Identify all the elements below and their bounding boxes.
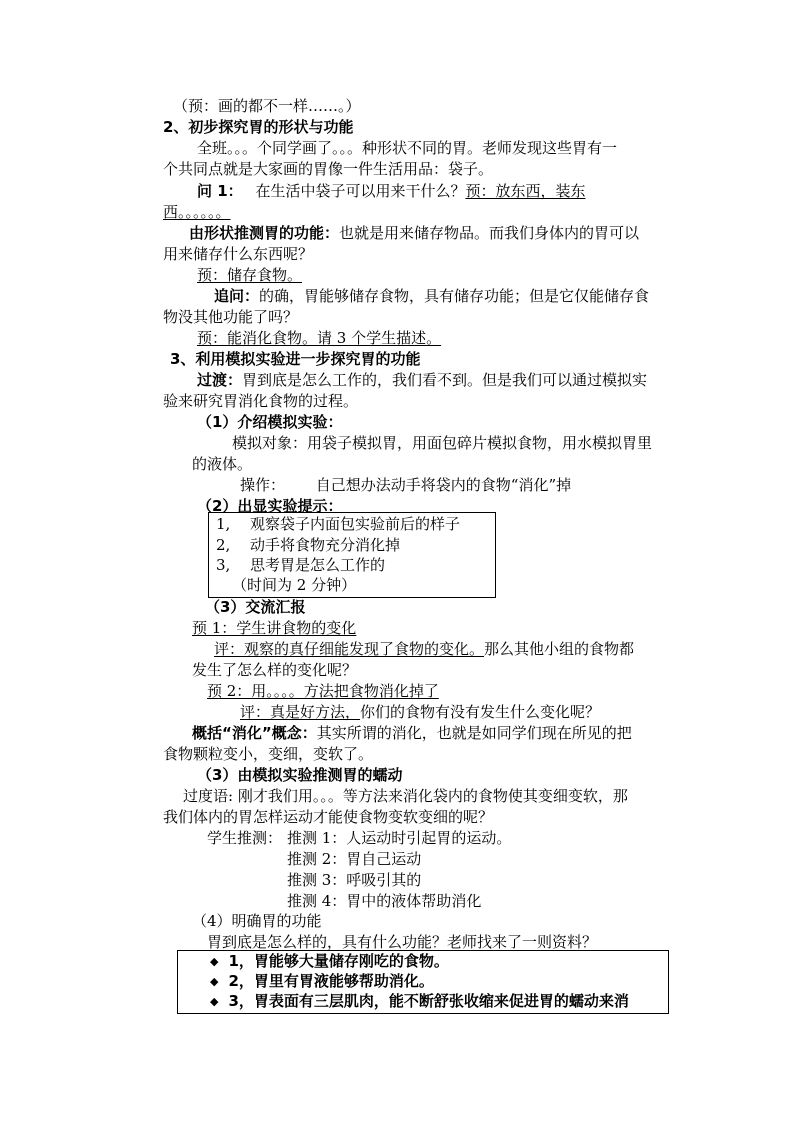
fact-item: [210, 951, 449, 972]
follow-up: [214, 286, 649, 307]
evaluation-highlight: 评：真是好方法，: [240, 703, 361, 721]
prediction: 预：储存食物。: [197, 266, 303, 284]
tip-time: （时间为 2 分钟）: [232, 576, 357, 594]
concept: [192, 723, 632, 744]
subheading-2: （2）出显实验提示：: [197, 497, 343, 515]
evaluation-text: 那么其他小组的食物都: [484, 640, 635, 658]
inference-text: 也就是用来储存物品。而我们身体内的胃可以: [339, 224, 640, 242]
paragraph: 过度语: 刚才我们用。。。等方法来消化袋内的食物使其变细变软，那: [183, 787, 628, 805]
evaluation-highlight: 评：观察的真仔细能发现了食物的变化。: [214, 640, 485, 658]
tip-item: [216, 535, 400, 556]
guess-item: 推测 2：胃自己运动: [287, 850, 422, 868]
paragraph: 食物颗粒变小，变细，变软了。: [163, 745, 374, 763]
subheading-1: （1）介绍模拟实验：: [197, 413, 343, 431]
paragraph: 胃到底是怎么样的，具有什么功能？老师找来了一则资料？: [207, 933, 598, 951]
diamond-bullet-icon: ◆: [210, 975, 219, 988]
question-label: 问 1：: [197, 182, 243, 200]
tip-number: 1,: [216, 515, 231, 533]
diamond-bullet-icon: ◆: [210, 955, 219, 968]
paragraph: 发生了怎么样的变化呢？: [192, 661, 358, 679]
follow-up-text: 的确，胃能够储存食物，具有储存功能；但是它仅能储存食: [259, 287, 650, 305]
prediction: 预：放东西，装东: [465, 182, 586, 200]
subheading-3: （3）交流汇报: [205, 598, 306, 616]
inference-label: 由形状推测胃的功能：: [189, 224, 340, 242]
operation-label: 操作：: [240, 476, 286, 494]
tip-text: 思考胃是怎么工作的: [250, 556, 386, 574]
fact-text: 1，胃能够大量储存刚吃的食物。: [228, 952, 449, 970]
prediction: 预 2：用。。。。方法把食物消化掉了: [207, 682, 439, 700]
transition-text: 胃到底是怎么工作的，我们看不到。但是我们可以通过模拟实: [242, 371, 648, 389]
inference: [189, 223, 639, 244]
paragraph: 个共同点就是大家画的胃像一件生活用品：袋子。: [163, 160, 494, 178]
subheading-4: （4）明确胃的功能: [192, 912, 322, 930]
fact-text: 3，胃表面有三层肌肉，能不断舒张收缩来促进胃的蠕动来消: [228, 992, 629, 1010]
paragraph: 的液体。: [192, 455, 253, 473]
fact-item: [210, 971, 434, 992]
tip-item: [216, 514, 460, 535]
transition-label: 过渡：: [197, 371, 243, 389]
tip-text: 观察袋子内面包实验前后的样子: [250, 515, 461, 533]
question-text: 在生活中袋子可以用来干什么？: [255, 182, 466, 200]
concept-label: 概括“消化”概念：: [192, 724, 317, 742]
paragraph: 全班。。。个同学画了。。。种形状不同的胃。老师发现这些胃有一: [197, 139, 618, 157]
paragraph: 验来研究胃消化食物的过程。: [163, 392, 359, 410]
tip-text: 动手将食物充分消化掉: [250, 536, 401, 554]
paragraph: 我们体内的胃怎样运动才能使食物变软变细的呢？: [163, 808, 494, 826]
operation-text: 自己想办法动手将袋内的食物“消化”掉: [315, 476, 572, 494]
prediction-cont: 西。。。。。。: [163, 203, 231, 221]
evaluation: [214, 639, 634, 660]
paragraph: 模拟对象：用袋子模拟胃，用面包碎片模拟食物，用水模拟胃里: [232, 434, 653, 452]
question-1: [197, 181, 585, 202]
tip-number: 2,: [216, 536, 231, 554]
operation: [240, 475, 571, 496]
concept-text: 其实所谓的消化，也就是如同学们现在所见的把: [316, 724, 632, 742]
preview-note: （预：画的都不一样……。）: [173, 97, 361, 115]
evaluation-text: 你们的食物有没有发生什么变化呢？: [360, 703, 601, 721]
guess-item: 推测 1：人运动时引起胃的运动。: [287, 829, 512, 847]
tip-item: [216, 555, 385, 576]
subheading-3b: （3）由模拟实验推测胃的蠕动: [197, 766, 403, 784]
section-heading-3: 3、利用模拟实验进一步探究胃的功能: [170, 350, 421, 368]
fact-text: 2，胃里有胃液能够帮助消化。: [228, 972, 434, 990]
prediction: 预 1：学生讲食物的变化: [192, 619, 357, 637]
guess-item: 推测 3：呼吸引其的: [287, 871, 422, 889]
prediction: 预：能消化食物。请 3 个学生描述。: [197, 329, 442, 347]
fact-item: [210, 991, 629, 1012]
evaluation: [240, 702, 600, 723]
guess-label: 学生推测：: [207, 829, 283, 847]
paragraph: 物没其他功能了吗？: [163, 308, 299, 326]
paragraph: 用来储存什么东西呢？: [163, 245, 314, 263]
tip-number: 3,: [216, 556, 231, 574]
follow-up-label: 追问：: [214, 287, 260, 305]
diamond-bullet-icon: ◆: [210, 995, 219, 1008]
transition: [197, 370, 647, 391]
guess-item: 推测 4：胃中的液体帮助消化: [287, 892, 482, 910]
section-heading-2: 2、初步探究胃的形状与功能: [163, 118, 354, 136]
